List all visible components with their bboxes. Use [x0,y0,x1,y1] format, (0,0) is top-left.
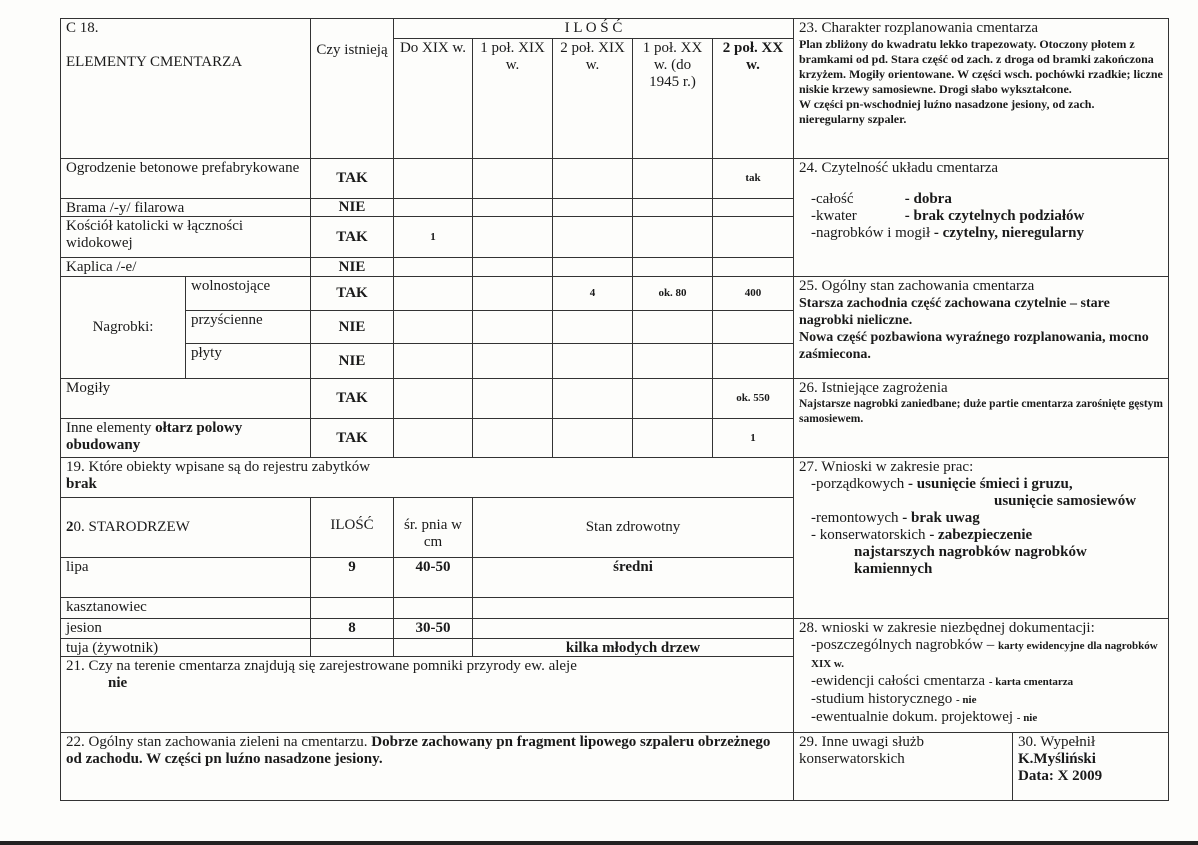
text: TAK [336,228,368,245]
section-26 [793,378,1169,458]
text: - nie [955,694,977,706]
tree-health [472,638,794,657]
text: Kaplica /-e/ [66,259,137,275]
row-value [632,276,713,311]
tree-qty [310,638,394,657]
row-value [552,198,633,217]
text: 1 poł. XX w. (do 1945 r.) [642,40,703,90]
text: nie [108,675,128,691]
text: 2 poł. XX w. [722,40,784,73]
text: TAK [336,390,368,406]
text: -całość [811,191,854,207]
row-value [552,158,633,199]
row-exists [310,198,394,217]
text: -ewentualnie dokum. projektowej [811,709,1017,725]
text: Najstarsze nagrobki zaniedbane; duże partie cmentarza zarośnięte gęstym samosiewem. [799,398,1163,425]
row-value [393,257,473,277]
text: lipa [66,559,89,575]
row-value [632,198,713,217]
row-value [472,257,553,277]
text: I L O Ś Ć [564,20,623,36]
text: - nie [1016,712,1038,724]
header-period [472,38,553,159]
row-value [393,343,473,379]
text: 30. Wypełnił [1018,734,1096,750]
text: 19. Które obiekty wpisane są do rejestru zabytków [66,459,371,475]
text: - dobra [904,191,952,207]
section-30 [1012,732,1169,801]
text: - karta cmentarza [988,676,1074,688]
text: - czytelny, nieregularny [933,225,1085,241]
row-value [712,257,794,277]
text: usunięcie samosiewów [994,493,1137,509]
text: Dobrze zachowany pn fragment lipowego szpaleru obrzeżnego od zachodu. W części pn luźno nasadzone jesiony. [66,734,771,767]
row-value [712,378,794,419]
s20-title [60,497,311,558]
text: Mogiły [66,380,111,396]
row-value [393,418,473,458]
row-exists [310,310,394,344]
s20-trunk [393,497,473,558]
scan-edge [0,841,1198,845]
row-label [60,378,311,419]
text: 21. Czy na terenie cmentarza znajdują się zarejestrowane pomniki przyrody ew. aleje [66,658,577,674]
text: 0. STARODRZEW [73,519,190,535]
text: 26. Istniejące zagrożenia [799,380,948,396]
row-value [552,216,633,258]
text: ok. 550 [736,392,770,404]
text: ELEMENTY CMENTARZA [66,54,243,70]
row-label [60,198,311,217]
section-21 [60,656,794,733]
text: jesion [66,620,102,636]
tree-qty [310,557,394,598]
text: -kwater [811,208,857,224]
header-elements [60,18,311,159]
text: 24. Czytelność układu cmentarza [799,160,999,176]
text: wolnostojące [191,278,271,294]
text: 4 [589,287,596,299]
tree-health [472,618,794,639]
text: Nowa część pozbawiona wyraźnego rozplanowania, mocno zaśmiecona. [799,330,1149,362]
text: 40-50 [415,559,451,575]
header-quantity [393,18,794,39]
text: karty ewidencyjne dla nagrobków XIX w. [811,640,1158,670]
row-value [712,343,794,379]
tree-trunk [393,618,473,639]
section-22 [60,732,794,801]
text: kilka młodych drzew [565,640,701,656]
row-value [552,310,633,344]
text: -porządkowych [811,476,909,492]
row-value [632,310,713,344]
text: - usunięcie śmieci i gruzu, [908,476,1073,492]
row-label [60,257,311,277]
text: NIE [338,352,366,369]
tree-qty [310,618,394,639]
row-label [185,343,311,379]
text: Czy istnieją [316,42,388,58]
section-29 [793,732,1013,801]
row-value [472,418,553,458]
text: NIE [338,199,366,215]
row-label [185,310,311,344]
row-exists [310,418,394,458]
text: Starsza zachodnia część zachowana czytelnie – stare nagrobki nieliczne. [799,296,1110,328]
text: średni [613,559,653,575]
row-value [712,418,794,458]
text: ołtarz polowy obudowany [66,420,243,453]
row-value [472,343,553,379]
text: 1 [430,230,436,243]
text: K.Myśliński [1018,751,1096,767]
tree-name [60,597,311,619]
section-28 [793,618,1169,733]
row-exists [310,343,394,379]
text: 25. Ogólny stan zachowania cmentarza [799,278,1035,294]
row-value [552,257,633,277]
header-period [632,38,713,159]
text: 27. Wnioski w zakresie prac: [799,459,974,475]
text: -remontowych [811,510,903,526]
text: - zabezpieczenie [929,527,1033,543]
text: brak [66,476,97,492]
text: NIE [338,318,366,335]
row-value [632,257,713,277]
row-value [552,276,633,311]
text: tuja (żywotnik) [66,640,159,656]
row-value [712,158,794,199]
section-24 [793,158,1169,277]
text: -studium historycznego [811,691,956,707]
tree-health [472,597,794,619]
text: 9 [348,559,356,575]
text: najstarszych nagrobków nagrobków kamiennych [854,544,1087,577]
section-19 [60,457,794,498]
row-value [472,158,553,199]
row-value [393,378,473,419]
row-label [60,158,311,199]
row-value [552,378,633,419]
text: 30-50 [415,620,451,636]
section-25 [793,276,1169,379]
text: ILOŚĆ [330,517,374,533]
text: Stan zdrowotny [585,519,681,535]
s20-qty [310,497,394,558]
row-label [185,276,311,311]
text: śr. pnia w cm [404,517,462,550]
header-period [552,38,633,159]
row-value [712,276,794,311]
row-value [632,158,713,199]
text: TAK [336,429,368,446]
text: 2 poł. XIX w. [560,40,625,73]
text: 23. Charakter rozplanowania cmentarza [799,20,1039,36]
text: Plan zbliżony do kwadratu lekko trapezowaty. Otoczony płotem z bramkami od pd. Stara część od zach. z droga od bramki zakończona krzyżem. Mogiły orientowane. W części wsch. pochówki rzadkie; liczne niskie krzewy samosiewne. Drogi słabo wykształcone. [799,37,1163,96]
row-value [632,418,713,458]
text: Kościół katolicki w łączności widokowej [66,218,244,251]
header-period [712,38,794,159]
text: 29. Inne uwagi służb konserwatorskich [799,734,924,767]
text: 1 poł. XIX w. [480,40,545,73]
text: -ewidencji całości cmentarza [811,673,989,689]
text: - brak czytelnych podziałów [904,208,1085,224]
text: -nagrobków i mogił [811,225,931,241]
text: C 18. [66,20,99,36]
row-value [472,198,553,217]
section-27 [793,457,1169,619]
row-value [712,216,794,258]
tree-trunk [393,638,473,657]
row-value [712,198,794,217]
row-value [393,216,473,258]
tree-health [472,557,794,598]
text: tak [745,172,761,184]
row-value [712,310,794,344]
text: TAK [336,170,368,186]
text: 22. Ogólny stan zachowania zieleni na cmentarzu. [66,734,372,750]
row-value [472,310,553,344]
tree-trunk [393,597,473,619]
text: TAK [336,285,368,301]
text: Nagrobki: [92,319,154,335]
row-value [632,216,713,258]
row-exists [310,216,394,258]
row-exists [310,276,394,311]
text: 8 [348,620,356,636]
row-label [60,418,311,458]
tree-qty [310,597,394,619]
header-period [393,38,473,159]
row-value [552,418,633,458]
text: Data: X 2009 [1018,768,1103,784]
text: Inne elementy [66,420,156,436]
text: W części pn-wschodniej luźno nasadzone jesiony, od zach. nieregularny szpaler. [799,97,1095,126]
row-exists [310,158,394,199]
tree-trunk [393,557,473,598]
text: 1 [750,431,756,444]
tree-name [60,638,311,657]
tree-name [60,557,311,598]
text: 2 [66,519,74,535]
header-exists [310,18,394,159]
text: Do XIX w. [399,40,467,56]
row-value [393,158,473,199]
text: kasztanowiec [66,599,147,615]
row-value [552,343,633,379]
text: płyty [191,345,222,361]
row-value [632,378,713,419]
row-label [60,216,311,258]
row-value [393,198,473,217]
text: przyścienne [191,312,263,328]
text: 400 [744,287,762,299]
row-value [472,378,553,419]
row-value [472,276,553,311]
text: ok. 80 [658,287,687,299]
text: - konserwatorskich [811,527,930,543]
text: Brama /-y/ filarowa [66,200,185,216]
row-value [393,310,473,344]
row-value [472,216,553,258]
text: - brak uwag [902,510,980,526]
row-exists [310,257,394,277]
row-value [393,276,473,311]
text: -poszczególnych nagrobków – [811,637,999,653]
section-23 [793,18,1169,159]
row-exists [310,378,394,419]
text: NIE [338,258,366,275]
nagrobki-label [60,276,186,379]
row-value [632,343,713,379]
s20-health [472,497,794,558]
tree-name [60,618,311,639]
text: Ogrodzenie betonowe prefabrykowane [66,160,300,176]
text: 28. wnioski w zakresie niezbędnej dokumentacji: [799,620,1095,636]
